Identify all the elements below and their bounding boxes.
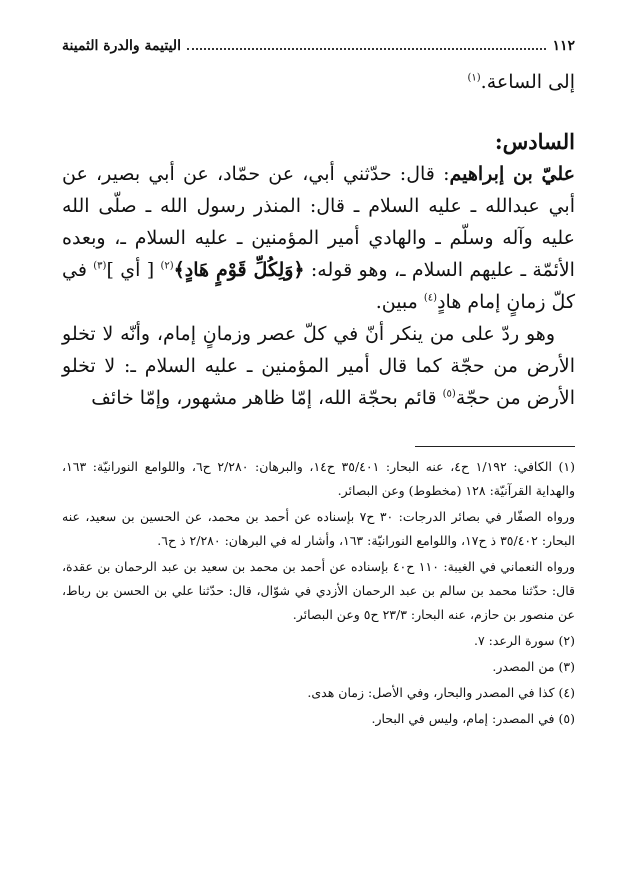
footnote-ref-4: (٤) <box>423 292 438 304</box>
footnote-ref-3: (٣) <box>93 260 107 272</box>
narrator-name: عليّ بن إبراهيم <box>449 163 576 185</box>
paragraph-2: وهو ردّ على من ينكر أنّ في كلّ عصر وزمانٍ إمام، وأنّه لا تخلو الأرض من حجّة كما قال أمير المؤمنين ـ عليه السلام ـ: لا تخلو الأرض من حجّة$^{(٥)}$ قائم بحجّة الله، إمّا ظاهر مشهور، وإمّا خائف <box>62 323 575 409</box>
footnote-ref-1: (١) <box>467 72 481 84</box>
page-number: ١١٢ <box>552 38 575 54</box>
footnote-4: (٤) كذا في المصدر والبحار، وفي الأصل: زمان هدى. <box>307 685 575 700</box>
running-header <box>62 38 575 58</box>
footnote-ref-5: (٥) <box>442 388 456 400</box>
header-dotted-leader <box>187 40 546 50</box>
footnote-2: (٢) سورة الرعد: ٧. <box>473 633 575 648</box>
footnotes <box>62 455 575 731</box>
footnote-separator <box>415 446 575 447</box>
continuation-line: إلى الساعة.$^{(١)}$ <box>467 71 575 93</box>
footnote-1-cont-a: ورواه الصفّار في بصائر الدرجات: ٣٠ ح٧ بإسناده عن أحمد بن محمد، عن الحسين بن سعيد، عنه البحار: ٣٥/٤٠٢ ذ ح١٧، واللوامع النورانيّة: ١٦٣، وأشار له في البرهان: ٢/٢٨٠ ذ ح٦. <box>62 509 576 548</box>
main-text <box>62 66 575 414</box>
footnote-3: (٣) من المصدر. <box>492 659 575 674</box>
footnote-1: (١) الكافي: ١/١٩٢ ح٤، عنه البحار: ٣٥/٤٠١ ح١٤، والبرهان: ٢/٢٨٠ ح٦، واللوامع النورانيّة: ١٦٣، والهداية القرآنيّة: ١٢٨ (مخطوط) وعن البصائر. <box>62 459 576 498</box>
footnote-ref-2: (٢) <box>160 260 174 272</box>
section-heading: السادس: <box>494 129 575 154</box>
quran-verse: ﴿وَلِكُلِّ قَوْمٍ هَادٍ﴾ <box>173 259 305 281</box>
paragraph-1: عليّ بن إبراهيم: قال: حدّثني أبي، عن حمّاد، عن أبي بصير، عن أبي عبدالله ـ عليه السلام ـ قال: المنذر رسول الله ـ صلّى الله عليه وآله وسلّم ـ والهادي أمير المؤمنين ـ عليه السلام ـ، وبعده الأئمّة ـ عليهم السلام ـ، وهو قوله: ﴿وَلِكُلِّ قَوْمٍ هَادٍ﴾$^{(٢)}$ [ أي ]$^{(٣)}$ في كلّ زمانٍ إمام هادٍ$^{(٤)}$ مبين. <box>62 163 576 313</box>
footnote-5: (٥) في المصدر: إمام، وليس في البحار. <box>371 711 575 726</box>
footnote-1-cont-b: ورواه النعماني في الغيبة: ١١٠ ح٤٠ بإسناده عن أحمد بن محمد بن سعيد بن عبد الرحمان بن عقدة، قال: حدّثنا محمد بن سالم بن عبد الرحمان الأزدي في شوّال، قال: حدّثنا علي بن الحسن بن رباط، عن منصور بن حازم، عنه البحار: ٢٣/٣ ح٥ وعن البصائر. <box>62 559 575 622</box>
book-title: اليتيمة والدرة الثمينة <box>62 38 181 54</box>
